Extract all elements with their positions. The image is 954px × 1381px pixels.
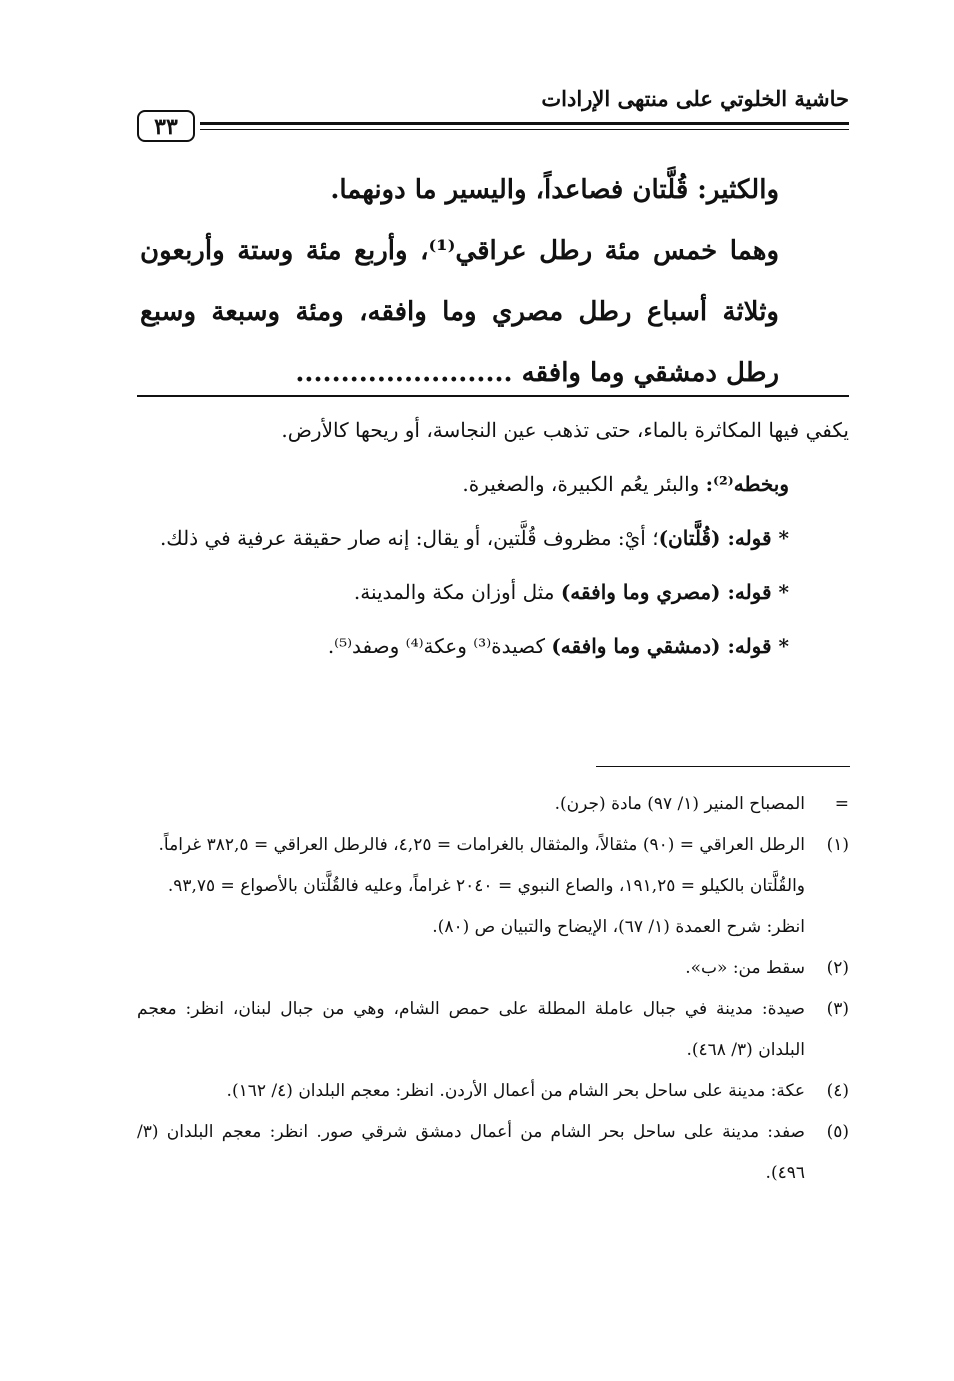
footnote-number: (١) [826, 835, 849, 855]
footnote-5 [137, 1112, 849, 1194]
footnote-text: صفد: مدينة على ساحل بحر الشام من أعمال دمشق شرقي صور. انظر: معجم البلدان (٣/ ٤٩٦). [137, 1122, 805, 1183]
footnote-1-sub-1: والقُلَّتان بالكيلو = ١٩١,٢٥، والصاع النبوي = ٢٠٤٠ غراماً، وعليه فالقُلَّتان بالأصواع = ٩٣,٧٥. [167, 876, 805, 896]
footnote-number: (٤) [826, 1081, 849, 1101]
matn-line-1: والكثير: قُلَّتان فصاعداً، واليسير ما دونهما. [330, 175, 779, 205]
commentary-3-lead: * قوله: (قُلَّتان) [658, 526, 789, 550]
header-rule-thin [200, 129, 849, 130]
footnote-number: (٥) [826, 1122, 849, 1142]
commentary-line-1: يكفي فيها المكاثرة بالماء، حتى تذهب عين النجاسة، أو ريحها كالأرض. [281, 418, 849, 442]
commentary-2-lead: وبخطه⁽²⁾: [705, 472, 789, 496]
commentary-5-rest: كصيدة⁽³⁾ وعكة⁽⁴⁾ وصفد⁽⁵⁾. [327, 634, 552, 658]
footnote-marker: = [834, 794, 849, 814]
footnote-continued [137, 784, 849, 825]
matn-dots: ........................ [295, 358, 513, 388]
footnote-text [137, 825, 805, 866]
footnote-1-main: الرطل العراقي = (٩٠) مثقالاً، والمثقال بالغرامات = ٤,٢٥، فالرطل العراقي = ٣٨٢,٥ غراماً. [158, 835, 805, 855]
page-number-box: ٣٣ [137, 110, 195, 142]
footnote-1 [137, 825, 849, 866]
commentary-3-rest: ؛ أيْ: مظروف قُلَّتين، أو يقال: إنه صار حقيقة عرفية في ذلك. [159, 526, 659, 550]
commentary-4-lead: * قوله: (مصري وما وافقه) [560, 580, 789, 604]
footnote-1-continuation-1 [137, 866, 849, 907]
commentary-line-2 [137, 457, 849, 511]
commentary-line-5 [137, 619, 849, 673]
footnote-number: (٢) [826, 958, 849, 978]
commentary-2-rest: والبئر يعُم الكبيرة، والصغيرة. [462, 472, 706, 496]
commentary-text [137, 403, 849, 673]
footnote-text: سقط من: «ب». [685, 958, 805, 978]
commentary-line-3 [137, 511, 849, 565]
footnotes [137, 784, 849, 1194]
footnote-1-continuation-2 [137, 907, 849, 948]
footnote-separator-rule [596, 766, 850, 767]
footnote-text: صيدة: مدينة في جبال عاملة المطلة على حمص الشام، وهي من جبال لبنان، انظر: معجم البلدان (٣/ ٤٦٨). [137, 999, 805, 1060]
commentary-line-4 [137, 565, 849, 619]
matn-paragraph-2 [140, 221, 849, 404]
header-rule [200, 122, 849, 125]
footnote-text: عكة: مدينة على ساحل بحر الشام من أعمال الأردن. انظر: معجم البلدان (٤/ ١٦٢). [226, 1081, 805, 1101]
footnote-3 [137, 989, 849, 1071]
commentary-5-lead: * قوله: (دمشقي وما وافقه) [551, 634, 789, 658]
commentary-4-rest: مثل أوزان مكة والمدينة. [353, 580, 561, 604]
footnote-2 [137, 948, 849, 989]
matn-separator-rule [137, 395, 849, 397]
running-header-title: حاشية الخلوتي على منتهى الإرادات [541, 86, 849, 111]
footnote-text: المصباح المنير (١/ ٩٧) مادة (جرن). [554, 794, 805, 814]
footnote-number: (٣) [826, 999, 849, 1019]
matn-text [140, 160, 849, 404]
footnote-1-sub-2: انظر: شرح العمدة (١/ ٦٧)، الإيضاح والتبيان ص (٨٠). [432, 917, 805, 937]
footnote-4 [137, 1071, 849, 1112]
matn-paragraph-2-text: وهما خمس مئة رطل عراقي⁽¹⁾، وأربع مئة وستة وأربعون وثلاثة أسباع رطل مصري وما وافقه، ومئة وسبعة وسبع رطل دمشقي وما وافقه [140, 236, 779, 388]
